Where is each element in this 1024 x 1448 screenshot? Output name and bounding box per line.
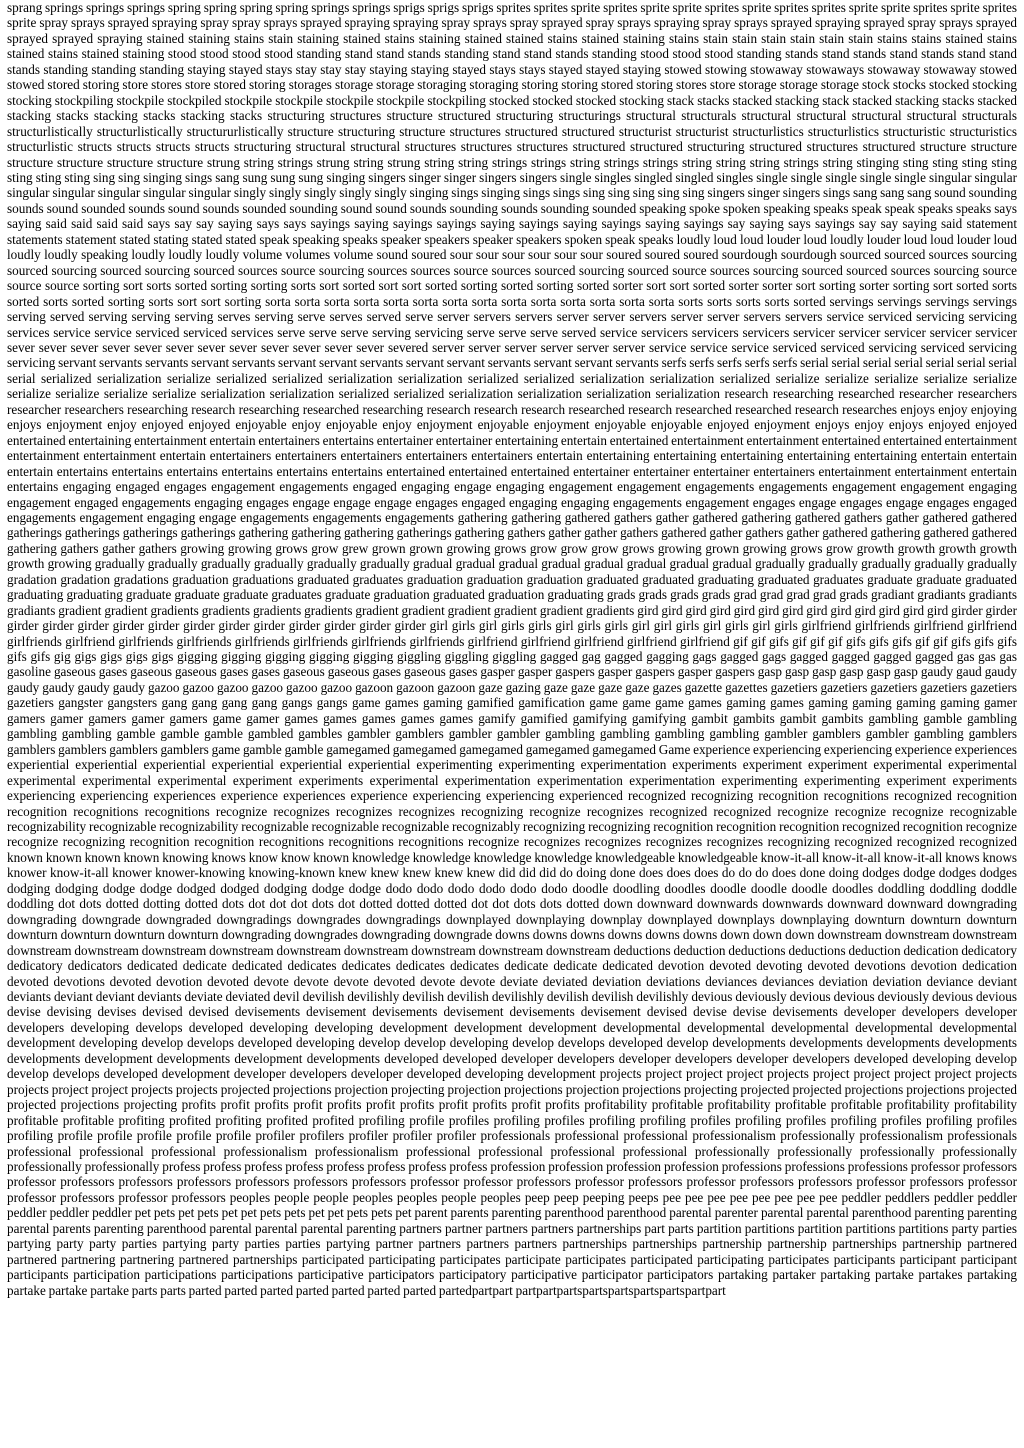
body-text: sprang springs springs springs spring spring spring spring springs springs sprigs sprigs sprigs sprites sprites sprite sprites sprite sprite sprites sprite sprites sprites sprite sprite sprites sprite sprites sprite spray sprays sprayed spraying spray spray sprays sprayed spraying spraying spray sprays spray sprayed spray sprays spraying spray sprays sprayed spraying sprayed spray sprays sprayed sprayed sprayed spraying stained staining stains stain staining stained stains staining stained stained stains stained staining stains stain stain stain stain stain stain stains stains stained stains stained stains stained staining stood stood stood stood standing stand stand stands standing stand stand stands standing stood stood stood standing stands stand stands stand stands stand stand stands standing standing standing staying stayed stays stay stay stay staying staying stayed stays stays stayed stayed staying stowed stowing stowaway stowaways stowaway stowaway stowed stowed stored storing store stores store stored storing storages storage storage storaging storaging storing storing stored storing stores store storage storage storage stock stocks stocked stocking stocking stockpiling stockpile stockpiled stockpile stockpile stockpile stockpile stockpiling stocked stocked stocked stocking stack stacks stacked stacking stack stacked stacking stacks stacked stacking stacks stacking stacks stacking stacks structuring structures structure structured structuring structurings structural structurals structural structural structural structural structurals structurlistically structurlistically structururlistically structure structuring structure structures structured structured structurist structurist structurlistics structurlistics structuristic structuristics structurlistic structs structs structs structs structuring structural structural structures structures structures structured structured structuring structured structures structured structure structure structure structure structure structure strung string strings strung string strung string string strings strings string strings strings string string string strings string stinging sting sting sting sting sting sting sting sing sing singing sings sang sung sung sung singing singers singer singer singers singers single singles singled singled singles single single single single single singular singular singular singular singular singular singular singly singly singly singly singly singing sings singing sings sings sing sing sing sing sing singers singer singers sings sang sang sang sound sounding sounds sound sounded sounds sound sounds sounded sounding sound sound sounds sounding sounds sounding sounded speaking spoke spoken speaking speaks speak speak speaks speaks says saying said said said said says say say saying says says sayings saying sayings sayings saying sayings saying sayings saying sayings say saying says sayings say say saying said statement statements statement stated stating stated stated speak speaking speaks speaker speakers speaker speakers spoken speak speaks loudly loud loud louder loud loudly louder loud loud louder loud loudly loudly speaking loudly loudly loudly volume volumes volume sound soured sour sour sour sour sour sour soured soured soured sourdough sourdough sourced sourced sources sourcing sourced sourcing sourced sourcing sourced sources source sourcing sources sources source sources sourced sourcing sourced source sources sourcing sourced sourced sources sourcing source source source sorting sort sorts sorted sorting sorting sorts sort sorted sort sort sorted sorting sorted sorting sorted sorter sort sort sorted sorter sorter sort sorting sorter sorting sort sorted sorts sorted sorts sorted sorting sorts sort sort sorting sorta sorta sorta sorta sorta sorta sorta sorta sorta sorta sorta sorta sorta sorta sorts sorts sorts sorts sorted servings servings servings servings serving served serving serving serving serves serving serve serves served serve server servers servers server server servers server server servers servers service serviced servicing servicing services service service serviced serviced services serve serve serve serving servicing serve serve serve served service servicers servicers servicers servicer servicer servicer servicer servicer sever sever sever sever sever sever sever sever sever sever sever sever severed server server server server server server service service service serviced serviced servicing serviced servicing servicing servant servants servants servant servants servant servant servants servant servant servants servant servant servants serfs serfs serfs serfs serfs serial serial serial serial serial serial serial serial serialized serialization serialize serialized serialized serialization serialization serialized serialized serialization serialization serialized serialize serialize serialize serialize serialize serialize serialize serialize serialize serialization serialization serialized serialized serialization serialization serialization serialization research researching researched researcher researchers researcher researchers researching research researching researched researching research research research researched research researched researched research researches enjoys enjoy enjoying enjoys enjoyment enjoy enjoyed enjoyed enjoyable enjoy enjoyable enjoy enjoyment enjoyable enjoyment enjoyable enjoyable enjoyed enjoyment enjoys enjoy enjoys enjoyed enjoyed entertained entertaining entertainment entertain entertainers entertains entertainer entertainer entertaining entertain entertained entertainment entertainment entertained entertained entertainment entertainment entertainment entertain entertainers entertainers entertainers entertainers entertainers entertain entertaining entertaining entertaining entertaining entertaining entertain entertain entertain entertains entertains entertains entertains entertains entertains entertained entertained entertained entertainer entertainer entertainer entertainers entertainment entertainment entertain entertains engaging engaged engages engagement engagements engaged engaging engage engaging engagement engagement engagements engagements engagement engagement engaging engagement engaged engagements engaging engages engage engage engage engages engaged engaging engaging engagements engagement engages engage engages engage engages engaged engagements engagement engaging engage engagements engagements engagements gathering gathering gathered gathers gather gathered gathering gathered gathers gather gathered gathered gatherings gatherings gatherings gatherings gathering gathering gathering gatherings gathering gathers gather gather gathers gathered gather gathers gather gathered gathering gathered gathered gathering gathers gather gathers growing growing grows grow grew grown grown growing grows grow grow grow grows growing grown growing grows grow growth growth growth growth growth growing gradually gradually gradually gradually gradually gradually gradual gradual gradual gradual gradual gradual gradual gradual gradually gradually gradually gradually gradually gradation gradation gradations graduation graduations graduated graduates graduation graduation graduation graduated graduated graduating graduated graduates graduate graduate graduated graduating graduating graduate graduate graduate graduates graduate graduation graduated graduation graduating grads grads grads grads grad grad grad grad grads gradiant gradiants gradiants gradiants gradient gradient gradients gradients gradients gradients gradient gradient gradient gradient gradient gradients gird gird gird gird gird gird gird gird gird gird gird gird gird girder girder girder girder girder girder girder girder girder girder girder girder girder girder girl girls girl girls girls girl girls girls girl girl girls girl girls girl girls girlfriend girlfriends girlfriend girlfriend girlfriends girlfriend girlfriends girlfriends girlfriends girlfriends girlfriends girlfriends girlfriend girlfriend girlfriend girlfriend girlfriend gif gif gifs gif gif gif gifs gifs gifs gif gif gifs gifs gifs gifs gifs gig gigs gigs gigs gigs gigging gigging gigging gigging gigging giggling giggling giggling gagged gag gagged gagging gags gagged gags gagged gagged gagged gagged gas gas gas gasoline gaseous gases gaseous gaseous gases gases gaseous gaseous gases gaseous gases gasper gasper gaspers gasper gaspers gasper gaspers gasp gasp gasp gasp gasp gasp gaudy gaud gaudy gaudy gaudy gaudy gaudy gazoo gazoo gazoo gazoo gazoo gazoo gazoon gazoon gazoon gaze gazing gaze gaze gaze gaze gazes gazette gazettes gazetiers gazetiers gazetiers gazetiers gazetiers gazetiers gangster gangsters gang gang gang gang gangs gangs game games gaming gamified gamification game game game games gaming games gaming gaming gaming gaming gamer gamers gamer gamers gamer gamers game gamer games games games games games gamify gamified gamifying gamifying gambit gambits gambit gambits gambling gamble gambling gambling gambling gamble gamble gamble gambled gambles gambler gamblers gambler gambler gambling gambling gambling gambling gambler gamblers gambler gambling gamblers gamblers gamblers gamblers gamblers game gamble gamble gamegamed gamegamed gamegamed gamegamed gamegamed Game experience experiencing experiencing experience experiences experiential experiential experiential experiential experiential experiential experimenting experimenting experimentation experiments experiment experiment experimental experimental experimental experimental experimental experiment experiments experimental experimentation experimentation experimentation experimenting experimenting experiment experiments experiencing experiencing experiences experience experiences experience experiencing experiencing experienced recognized recognizing recognition recognitions recognized recognition recognition recognitions recognitions recognize recognizes recognizes recognizes recognizing recognize recognizes recognized recognized recognize recognize recognize recognizable recognizability recognizable recognizability recognizable recognizable recognizable recognizably recognizing recognizing recognition recognition recognition recognized recognition recognize recognize recognizing recognition recognition recognitions recognitions recognitions recognize recognizes recognizes recognizes recognizes recognizing recognized recognized recognized known known known known knowing knows know know known knowledge knowledge knowledge knowledge knowledgeable knowledgeable know-it-all know-it-all know-it-all knows knows knower know-it-all knower knower-knowing knowing-known knew knew knew knew knew did did did do doing done does does does do do do does done doing dodges dodge dodges dodges dodging dodging dodge dodge dodged dodged dodging dodge dodge dodo dodo dodo dodo dodo dodo doodle doodling doodles doodle doodle doodle doodles doddling doddling doddle doddling dot dots dotted dotting dotted dots dot dot dot dots dot dotted dotted dotted dot dot dots dots dotted down downward downwards downwards downward downward downgrading downgrading downgrade downgraded downgradings downgrades downgradings downplayed downplaying downplay downplayed downplays downplaying downturn downturn downturn downturn downturn downturn downturn downgrading downgrades downgrading downgrade downs downs downs downs downs downs down down down downstream downstream downstream downstream downstream downstream downstream downstream downstream downstream downstream downstream deductions deduction deductions deductions deduction dedication dedicatory dedicatory dedicators dedicated dedicate dedicated dedicates dedicates dedicates dedicates dedicate dedicate dedicated devotion devoted devoting devoted devotions devotion dedication devoted devotions devoted devotion devoted devote devote devote devoted devote devote deviate deviated deviation deviations deviances deviances deviation deviation deviance deviant deviants deviant deviant deviants deviate deviated devil devilish devilishly devilish devilish devilishly devilish devilish devilishly devious deviously devious devious deviously devious devious devise devising devises devised devised devisements devisement devisements devisement devisements devisement devised devise devise devisements developer developers developer developers developing develops developed developing developing development development development developmental developmental developmental developmental developmental development developing develop develops developed developing develop develop developing develop develops developed develop developments developments developments developments developments development developments development developments developed developed developer developers developer developers developer developers developed developing develop develop develops developed development developer developers developer developed developing development projects project project project projects project project project project projects projects project project projects projects projected projections projection projecting projection projections projection projections projecting projected projected projections projections projected projected projections projecting profits profit profits profit profits profit profits profit profits profit profits profitability profitable profitability profitable profitable profitability profitability profitable profitable profiting profited profiting profited profited profiling profile profiles profiling profiles profiling profiling profiles profiling profiles profiling profiles profiling profiles profiling profile profile profile profile profile profiler profilers profiler profiler profiler professionals professional professional professionalism professionally professionalism professionals professional professional professional professionalism professionalism professional professional professional professional professionally professionally professionally professionally professionally professionally profess profess profess profess profess profess profess profess profession profession profession profession professions professions professions professor professors professor professors professors professors professors professors professors professor professor professors professor professors professor professors professors professor professors professor professor professors professor professors peoples people people peoples peoples people peoples peep peep peeping peeps pee pee pee pee pee pee pee pee peddler peddlers peddler peddler peddler peddler peddler pet pets pet pets pet pet pets pets pet pet pets pets pet parent parents parenting parenthood parenthood parental parenter parental parental parenthood parenting parenting parental parents parenting parenthood parental parental parental parenting partners partner partners partners partnerships part parts partition partitions partition partitions partitions party parties partying party party parties partying party parties parties partying partner partners partners partners partnerships partnerships partnership partnership partnerships partnership partnered partnered partnering partnering partnered partnerships participated participating participates participate participates participated participating participates participants participant participant participants participation participations participations participative participators participatory participative participator participators partaking partaker partaking partake partakes partaking partake partake partake parts parts parted parted parted parted parted parted parted partedpartpart partpartpartspartspartspartspartspartpart [7,0,1018,1298]
